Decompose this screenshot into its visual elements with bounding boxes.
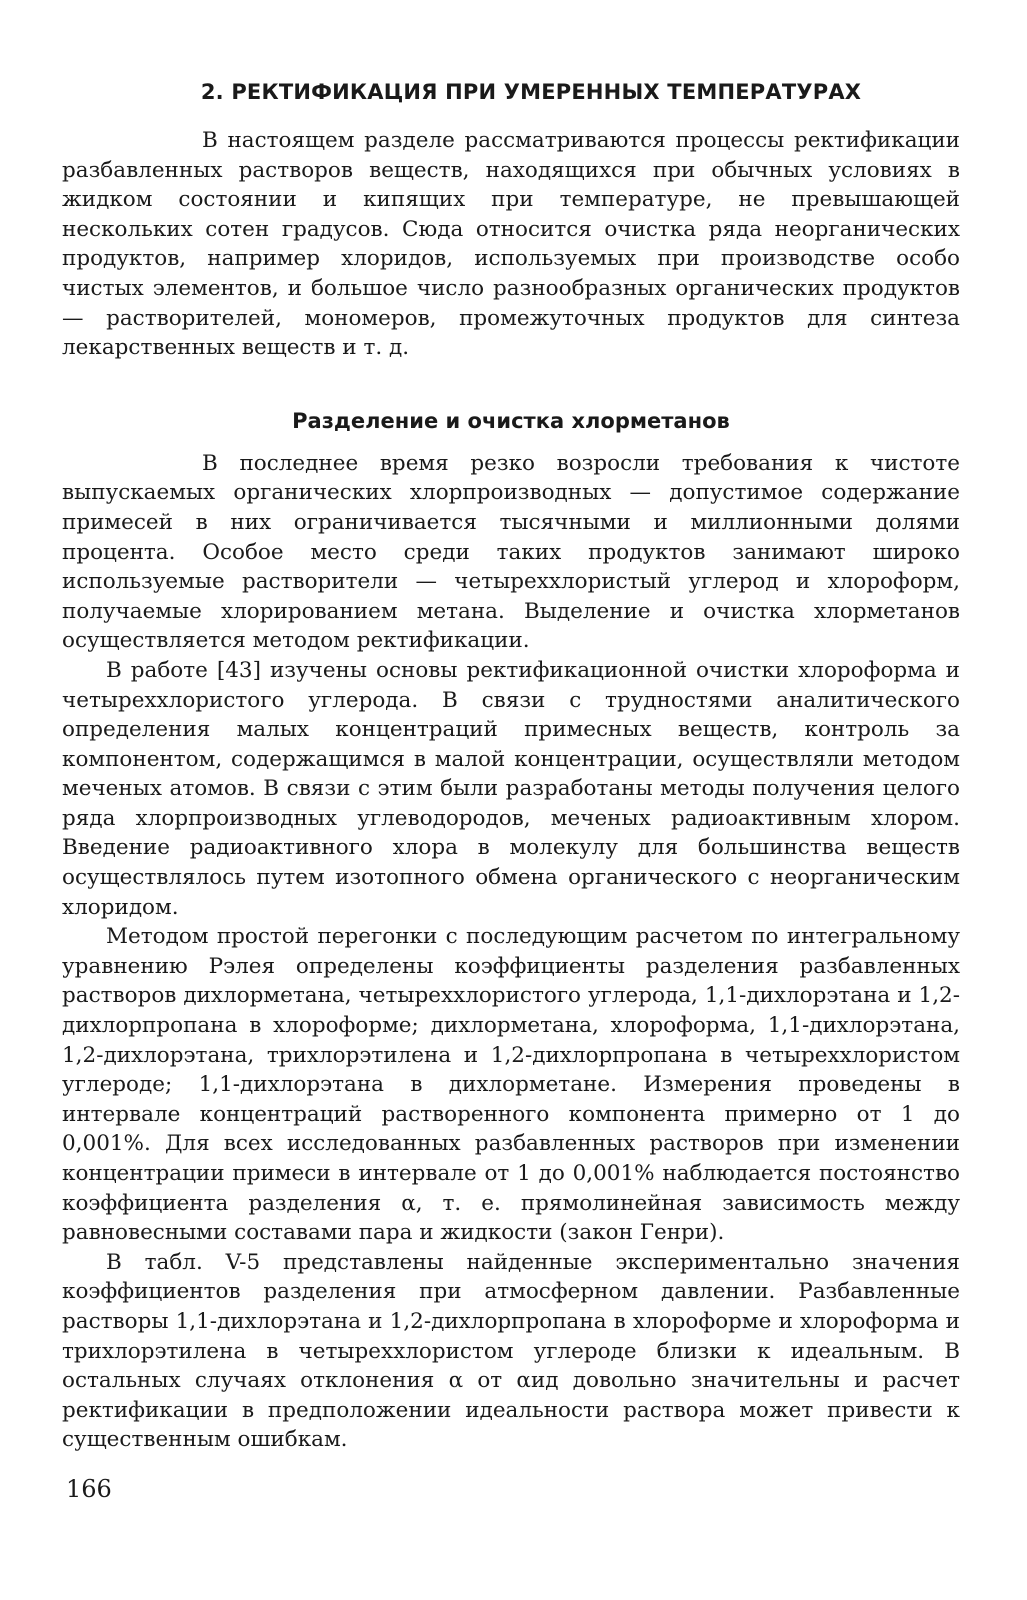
page-content	[62, 78, 960, 1455]
paragraph-1: В последнее время резко возросли требования к чистоте выпускаемых органических хлорпроизводных — допустимое содержание примесей в них ограничивается тысячными и миллионными долями процента. Особое место среди таких продуктов занимают широко используемые растворители — четыреххлористый углерод и хлороформ, получаемые хлорированием метана. Выделение и очистка хлорметанов осуществляется методом ректификации.	[62, 450, 960, 654]
paragraph-2: В работе [43] изучены основы ректификационной очистки хлороформа и четыреххлористого углерода. В связи с трудностями аналитического определения малых концентраций примесных веществ, контроль за компонентом, содержащимся в малой концентрации, осуществляли методом меченых атомов. В связи с этим были разработаны методы получения целого ряда хлорпроизводных углеводородов, меченых радиоактивным хлором. Введение радиоактивного хлора в молекулу для большинства веществ осуществлялось путем изотопного обмена органического с неорганическим хлоридом.	[62, 657, 960, 920]
page-number: 166	[66, 1475, 112, 1503]
paragraph-4: В табл. V-5 представлены найденные экспериментально значения коэффициентов разделения при атмосферном давлении. Разбавленные растворы 1,1-дихлорэтана и 1,2-дихлорпропана в хлороформе и хлороформа и трихлорэтилена в четыреххлористом углероде близки к идеальным. В остальных случаях отклонения α от αид довольно значительны и расчет ректификации в предположении идеальности раствора может привести к существенным ошибкам.	[62, 1249, 960, 1453]
paragraph-3: Методом простой перегонки с последующим расчетом по интегральному уравнению Рэлея определены коэффициенты разделения разбавленных растворов дихлорметана, четыреххлористого углерода, 1,1-дихлорэтана и 1,2-дихлорпропана в хлороформе; дихлорметана, хлороформа, 1,1-дихлорэтана, 1,2-дихлорэтана, трихлорэтилена и 1,2-дихлорпропана в четыреххлористом углероде; 1,1-дихлорэтана в дихлорметане. Измерения проведены в интервале концентраций растворенного компонента примерно от 1 до 0,001%. Для всех исследованных разбавленных растворов при изменении концентрации примеси в интервале от 1 до 0,001% наблюдается постоянство коэффициента разделения α, т. е. прямолинейная зависимость между равновесными составами пара и жидкости (закон Генри).	[62, 924, 960, 1246]
subsection-title: Разделение и очистка хлорметанов	[292, 408, 730, 433]
section-title: 2. РЕКТИФИКАЦИЯ ПРИ УМЕРЕННЫХ ТЕМПЕРАТУРАХ	[200, 80, 862, 104]
intro-paragraph: В настоящем разделе рассматриваются процессы ректификации разбавленных растворов веществ, находящихся при обычных условиях в жидком состоянии и кипящих при температуре, не превышающей нескольких сотен градусов. Сюда относится очистка ряда неорганических продуктов, например хлоридов, используемых при производстве особо чистых элементов, и большое число разнообразных органических продуктов — растворителей, мономеров, промежуточных продуктов для синтеза лекарственных веществ и т. д.	[62, 128, 960, 361]
